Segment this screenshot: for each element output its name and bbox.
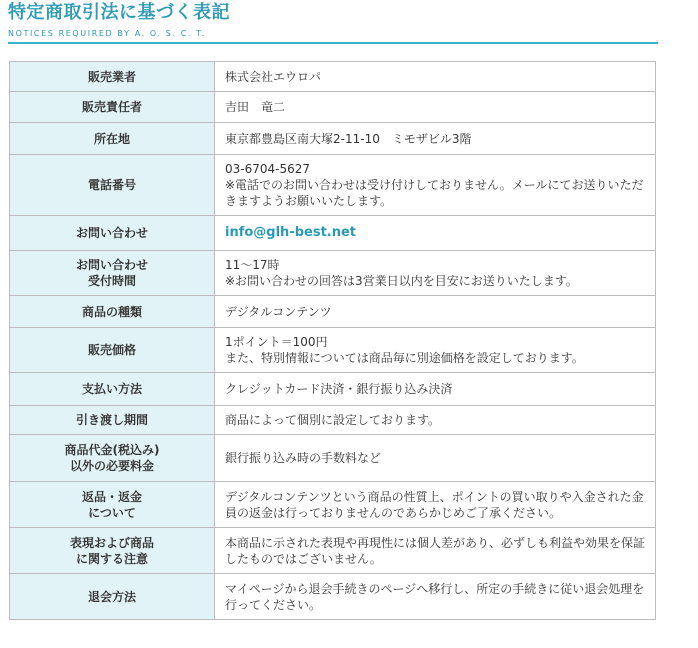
- table-row: [10, 406, 656, 435]
- row-label-expression-notice: 表現および商品 に関する注意: [10, 528, 215, 574]
- row-value-extra-fees: 銀行振り込み時の手数料など: [215, 435, 656, 482]
- row-label-contact-hours: お問い合わせ 受付時間: [10, 251, 215, 296]
- row-value-product-type: デジタルコンテンツ: [215, 296, 656, 328]
- row-value-withdrawal: マイページから退会手続きのページへ移行し、所定の手続きに従い退会処理を行ってください。: [215, 574, 656, 620]
- table-row: [10, 62, 656, 92]
- table-row: [10, 251, 656, 296]
- page-header: [8, 0, 658, 44]
- row-value-manager: 吉田 竜二: [215, 92, 656, 123]
- row-value-address: 東京都豊島区南大塚2-11-10 ミモザビル3階: [215, 123, 656, 155]
- table-row: [10, 435, 656, 482]
- row-value-contact-hours: 11～17時 ※お問い合わせの回答は3営業日以内を目安にお送りいたします。: [215, 251, 656, 296]
- row-value-price: 1ポイント＝100円 また、特別情報については商品毎に別途価格を設定しております。: [215, 328, 656, 373]
- row-value-delivery: 商品によって個別に設定しております。: [215, 406, 656, 435]
- header-divider: [8, 42, 658, 44]
- row-label-phone: 電話番号: [10, 155, 215, 216]
- table-row: [10, 92, 656, 123]
- table-row: [10, 482, 656, 528]
- row-label-seller: 販売業者: [10, 62, 215, 92]
- row-value-seller: 株式会社エウロパ: [215, 62, 656, 92]
- table-row: [10, 296, 656, 328]
- page-subtitle: NOTICES REQUIRED BY A. O. S. C. T.: [8, 29, 206, 38]
- row-label-refund: 返品・返金 について: [10, 482, 215, 528]
- table-row: [10, 216, 656, 251]
- table-row: [10, 574, 656, 620]
- row-value-expression-notice: 本商品に示された表現や再現性には個人差があり、必ずしも利益や効果を保証したものではございません。: [215, 528, 656, 574]
- row-label-withdrawal: 退会方法: [10, 574, 215, 620]
- table-row: [10, 373, 656, 406]
- page-title: 特定商取引法に基づく表記: [8, 2, 230, 23]
- row-label-delivery: 引き渡し期間: [10, 406, 215, 435]
- row-label-manager: 販売責任者: [10, 92, 215, 123]
- table-row: [10, 528, 656, 574]
- row-value-phone: 03-6704-5627 ※電話でのお問い合わせは受け付けしておりません。メールにてお送りいただきますようお願いいたします。: [215, 155, 656, 216]
- row-label-contact: お問い合わせ: [10, 216, 215, 251]
- row-value-payment: クレジットカード決済・銀行振り込み決済: [215, 373, 656, 406]
- row-label-payment: 支払い方法: [10, 373, 215, 406]
- row-label-address: 所在地: [10, 123, 215, 155]
- table-row: [10, 123, 656, 155]
- row-value-contact: [215, 216, 656, 251]
- legal-notice-table: [9, 61, 656, 620]
- row-label-extra-fees: 商品代金(税込み) 以外の必要料金: [10, 435, 215, 482]
- row-label-product-type: 商品の種類: [10, 296, 215, 328]
- contact-email-link[interactable]: info@glh-best.net: [225, 225, 357, 240]
- row-value-refund: デジタルコンテンツという商品の性質上、ポイントの買い取りや入金された金員の返金は行っておりませんのであらかじめご了承ください。: [215, 482, 656, 528]
- table-row: [10, 155, 656, 216]
- row-label-price: 販売価格: [10, 328, 215, 373]
- table-row: [10, 328, 656, 373]
